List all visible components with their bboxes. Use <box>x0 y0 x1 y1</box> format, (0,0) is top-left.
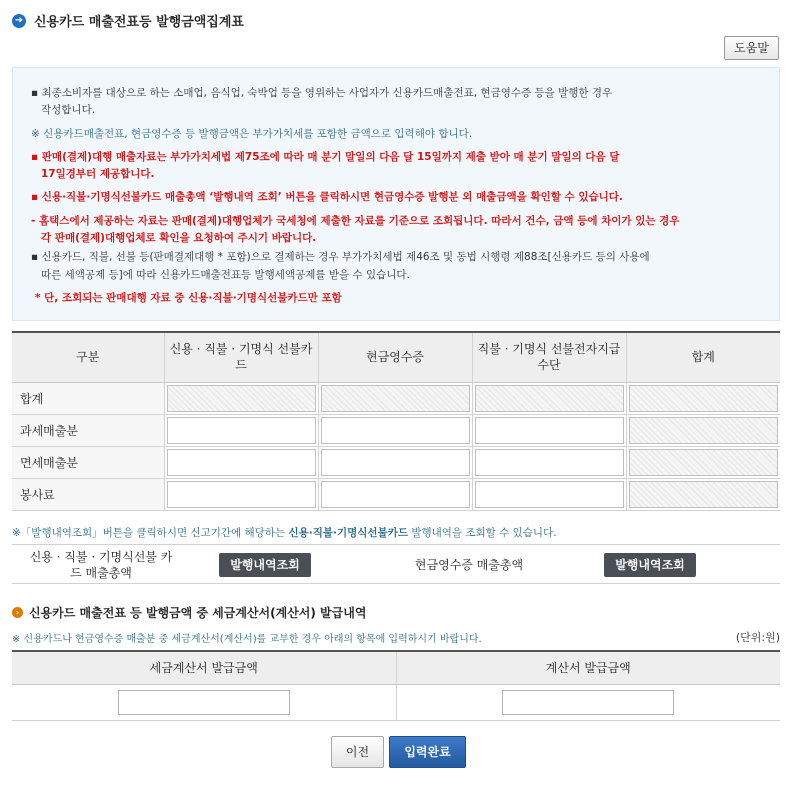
row-label-exempt: 면세매출분 <box>12 446 164 478</box>
row-label-taxable: 과세매출분 <box>12 414 164 446</box>
col-header-prepaid-electronic: 직불 · 기명식 선불전자지급수단 <box>472 332 626 382</box>
notice-line-1-text: 최종소비자를 대상으로 하는 소매업, 음식업, 숙박업 등을 영위하는 사업자가 신용카드매출전표, 현금영수증 등을 발행한 경우 <box>41 87 613 99</box>
prev-button[interactable]: 이전 <box>331 736 384 768</box>
col-header-card: 신용 · 직불 · 기명식 선불카드 <box>164 332 318 382</box>
col-header-total: 합계 <box>626 332 780 382</box>
total-sum-amount <box>629 385 779 412</box>
notice-line-2: ※ 신용카드매출전표, 현금영수증 등 발행금액은 부가가치세를 포함한 금액으로 입력해야 합니다. <box>31 128 473 140</box>
service-sum-amount <box>629 481 779 508</box>
table-row <box>12 446 780 478</box>
lookup-note-bold: 신용·직불·기명식선불카드 <box>288 527 408 539</box>
service-card-input[interactable] <box>167 481 316 508</box>
notice-line-5b: 각 판매(결제)대행업체로 확인을 요청하여 주시기 바랍니다. <box>41 232 317 244</box>
row-label-service-charge: 봉사료 <box>12 478 164 510</box>
lookup-note-suffix: 발행내역을 조회할 수 있습니다. <box>408 527 557 539</box>
cash-total-label: 현금영수증 매출총액 <box>414 558 524 572</box>
table-row <box>12 684 780 720</box>
notice-line-3-text: 판매(결제)대행 매출자료는 부가가치세법 제75조에 따라 매 분기 말일의 다음 달 15일까지 제출 받아 매 분기 말일의 다음 달 <box>41 151 620 163</box>
invoice-table <box>12 650 780 721</box>
invoice-section-title <box>12 604 366 621</box>
exempt-prepaid-input[interactable] <box>475 449 624 476</box>
notice-line-1: ▪ 최종소비자를 대상으로 하는 소매업, 음식업, 숙박업 등을 영위하는 사업자가 신용카드매출전표, 현금영수증 등을 발행한 경우 <box>31 87 613 99</box>
col-header-invoice: 계산서 발급금액 <box>396 651 780 684</box>
exempt-card-input[interactable] <box>167 449 316 476</box>
total-prepaid-amount <box>475 385 624 412</box>
taxable-cash-input[interactable] <box>321 417 470 444</box>
table-row <box>12 382 780 414</box>
notice-line-4-text: 신용·직불·기명식선불카드 매출총액 ‘발행내역 조회’ 버튼을 클릭하시면 현금영수증 발행분 외 매출금액을 확인할 수 있습니다. <box>41 191 623 203</box>
arrow-circle-icon: ➜ <box>12 14 26 28</box>
page-title-text: 신용카드 매출전표등 발행금액집계표 <box>34 15 244 30</box>
card-total-label: 신용 · 직불 · 기명식선불 카드 매출총액 <box>29 550 173 580</box>
notice-line-1b: 작성합니다. <box>41 104 96 116</box>
col-header-cash-receipt: 현금영수증 <box>318 332 472 382</box>
total-cash-amount <box>321 385 470 412</box>
total-card-amount <box>167 385 316 412</box>
notice-line-6: ▪ 신용카드, 직불, 선불 등(판매결제대행 * 포함)으로 결제하는 경우 부가가치세법 제46조 및 동법 시행령 제88조[신용카드 등의 사용에 <box>31 251 650 263</box>
lookup-note <box>12 525 557 540</box>
table-row <box>12 478 780 510</box>
service-prepaid-input[interactable] <box>475 481 624 508</box>
table-row <box>12 414 780 446</box>
cash-lookup-button[interactable]: 발행내역조회 <box>604 553 696 577</box>
notice-line-6b: 따른 세액공제 등]에 따라 신용카드매출전표등 발행세액공제를 받을 수 있습니다. <box>41 269 410 281</box>
notice-box <box>12 67 780 321</box>
col-header-tax-invoice: 세금계산서 발급금액 <box>12 651 396 684</box>
notice-line-3: ▪ 판매(결제)대행 매출자료는 부가가치세법 제75조에 따라 매 분기 말일의 다음 달 15일까지 제출 받아 매 분기 말일의 다음 달 <box>31 151 620 163</box>
taxable-card-input[interactable] <box>167 417 316 444</box>
notice-line-3b: 17일경부터 제공합니다. <box>41 168 155 180</box>
tax-invoice-amount-input[interactable] <box>118 690 290 715</box>
submit-button[interactable]: 입력완료 <box>389 736 466 768</box>
page-title <box>12 11 244 30</box>
invoice-section-title-text: 신용카드 매출전표 등 발행금액 중 세금계산서(계산서) 발급내역 <box>29 606 367 620</box>
card-lookup-button[interactable]: 발행내역조회 <box>219 553 311 577</box>
notice-line-7: * 단, 조회되는 판매대행 자료 중 신용·직불·기명식선불카드만 포함 <box>35 292 342 304</box>
exempt-sum-amount <box>629 449 779 476</box>
invoice-amount-input[interactable] <box>502 690 674 715</box>
taxable-sum-amount <box>629 417 779 444</box>
taxable-prepaid-input[interactable] <box>475 417 624 444</box>
help-button[interactable]: 도움말 <box>724 36 779 60</box>
notice-line-5: - 홈택스에서 제공하는 자료는 판매(결제)대행업체가 국세청에 제출한 자료를 기준으로 조회됩니다. 따라서 건수, 금액 등에 차이가 있는 경우 <box>31 215 680 227</box>
unit-label: (단위:원) <box>735 631 780 644</box>
bullet-circle-icon: › <box>12 607 23 618</box>
invoice-note: ※ 신용카드나 현금영수증 매출분 중 세금계산서(계산서)를 교부한 경우 아래의 항목에 입력하시기 바랍니다. <box>12 634 482 645</box>
sales-summary-table <box>12 331 780 511</box>
exempt-cash-input[interactable] <box>321 449 470 476</box>
lookup-bar <box>12 544 780 584</box>
row-label-total: 합계 <box>12 382 164 414</box>
service-cash-input[interactable] <box>321 481 470 508</box>
col-header-category: 구분 <box>12 332 164 382</box>
lookup-note-prefix: ※「발행내역조회」버튼을 클릭하시면 신고기간에 해당하는 <box>12 527 289 539</box>
notice-line-4: ▪ 신용·직불·기명식선불카드 매출총액 ‘발행내역 조회’ 버튼을 클릭하시면 현금영수증 발행분 외 매출금액을 확인할 수 있습니다. <box>31 191 623 203</box>
notice-line-6-text: 신용카드, 직불, 선불 등(판매결제대행 * 포함)으로 결제하는 경우 부가가치세법 제46조 및 동법 시행령 제88조[신용카드 등의 사용에 <box>41 251 650 263</box>
